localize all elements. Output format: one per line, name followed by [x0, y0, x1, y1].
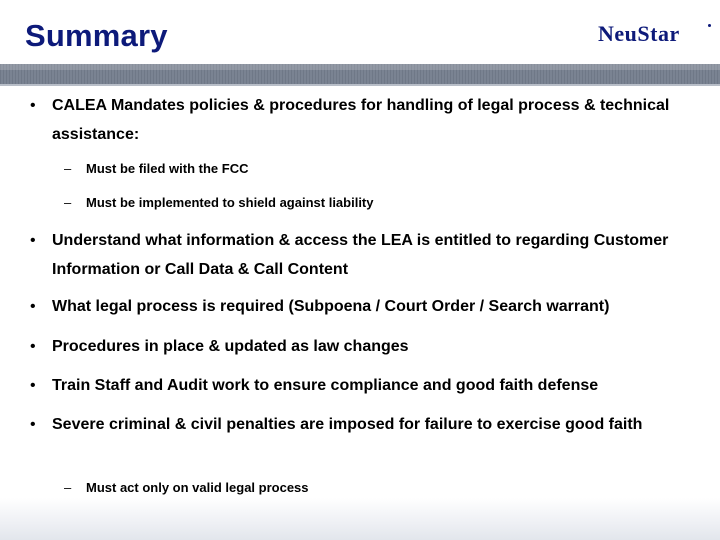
bullet-text: What legal process is required (Subpoena / Court Order / Search warrant) [52, 298, 610, 315]
footer-band [0, 498, 720, 540]
title-divider-bar [0, 64, 720, 84]
bullet-item [30, 91, 692, 149]
title-divider-edge [0, 84, 720, 86]
bullet-marker: • [30, 416, 36, 433]
bullet-item [30, 226, 692, 284]
bullet-marker: • [30, 338, 36, 355]
bar-highlight [0, 64, 720, 70]
bullet-marker: • [30, 298, 36, 315]
bullet-item [30, 292, 692, 321]
bullet-text: Procedures in place & updated as law changes [52, 338, 409, 355]
bullet-item [30, 410, 692, 439]
neustar-logo [598, 20, 710, 48]
sub-bullet-item [64, 160, 686, 178]
logo-mark [708, 24, 711, 27]
sub-bullet-marker: – [64, 195, 72, 210]
sub-bullet-text: Must be implemented to shield against liability [86, 195, 374, 210]
bullet-item [30, 371, 692, 400]
logo-text: NeuStar [598, 21, 680, 46]
bullet-marker: • [30, 377, 36, 394]
sub-bullet-item [64, 479, 686, 497]
bullet-text: Train Staff and Audit work to ensure compliance and good faith defense [52, 377, 599, 394]
sub-bullet-marker: – [64, 161, 72, 176]
sub-bullet-marker: – [64, 480, 72, 495]
sub-bullet-text: Must act only on valid legal process [86, 480, 309, 495]
sub-bullet-item [64, 194, 686, 212]
bullet-item [30, 332, 692, 361]
slide-title: Summary [25, 18, 168, 53]
bullet-text: Understand what information & access the LEA is entitled to regarding Customer Information or Call Data & Call Content [52, 232, 669, 278]
bullet-marker: • [30, 97, 36, 114]
sub-bullet-text: Must be filed with the FCC [86, 161, 249, 176]
bullet-text: CALEA Mandates policies & procedures for handling of legal process & technical assistance: [52, 97, 670, 143]
bullet-marker: • [30, 232, 36, 249]
bullet-text: Severe criminal & civil penalties are imposed for failure to exercise good faith [52, 416, 643, 433]
